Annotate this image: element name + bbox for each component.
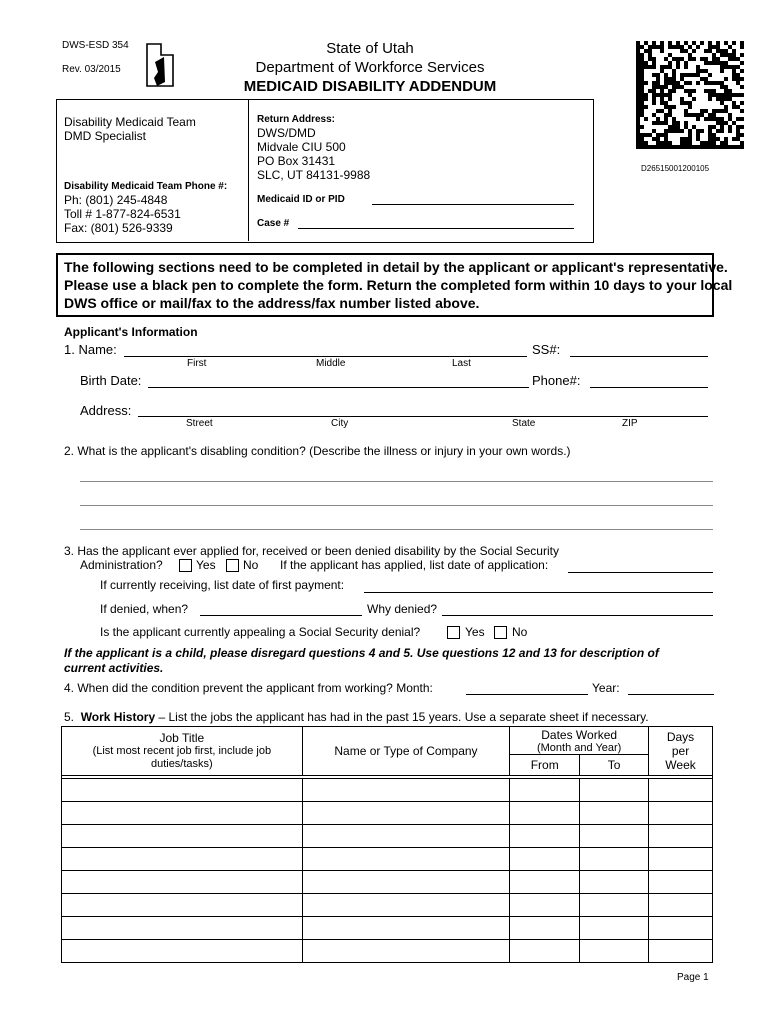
team-phone-label: Disability Medicaid Team Phone #:: [64, 181, 228, 192]
to-cell[interactable]: [580, 848, 649, 871]
contact-divider: [248, 99, 249, 241]
team-name: Disability Medicaid Team: [64, 115, 196, 129]
ssn-field[interactable]: [570, 356, 708, 357]
table-row: [62, 894, 713, 917]
phone-field[interactable]: [590, 387, 708, 388]
company-cell[interactable]: [302, 779, 510, 802]
from-cell[interactable]: [510, 871, 580, 894]
table-row: [62, 848, 713, 871]
barcode-number: D26515001200105: [641, 164, 710, 173]
first-payment-field[interactable]: [364, 592, 713, 593]
days-cell[interactable]: [649, 779, 713, 802]
days-per-week-header: Days per Week: [649, 727, 713, 776]
form-number: DWS-ESD 354: [62, 40, 129, 51]
condition-month-field[interactable]: [466, 694, 588, 695]
return-address-line: PO Box 31431: [257, 154, 336, 168]
from-cell[interactable]: [510, 825, 580, 848]
job-title-header-note: (List most recent job first, include job duties/tasks): [92, 745, 272, 770]
question-4-text: 4. When did the condition prevent the applicant from working? Month:: [64, 681, 433, 695]
revision-date: Rev. 03/2015: [62, 64, 121, 75]
from-cell[interactable]: [510, 779, 580, 802]
state-caption: State: [512, 418, 536, 429]
state-name: State of Utah: [326, 40, 414, 57]
phone-number: Ph: (801) 245-4848: [64, 193, 168, 207]
company-cell[interactable]: [302, 848, 510, 871]
job-cell[interactable]: [62, 802, 303, 825]
days-cell[interactable]: [649, 940, 713, 963]
form-title: MEDICAID DISABILITY ADDENDUM: [243, 78, 497, 95]
birth-date-label: Birth Date:: [80, 373, 142, 388]
dates-worked-label: Dates Worked: [541, 728, 618, 742]
utah-state-logo: [144, 42, 176, 88]
return-address-line: DWS/DMD: [257, 126, 316, 140]
table-row: [62, 917, 713, 940]
job-cell[interactable]: [62, 940, 303, 963]
child-note-cont: current activities.: [64, 661, 164, 675]
return-address-line: Midvale CIU 500: [257, 140, 346, 154]
from-cell[interactable]: [510, 917, 580, 940]
company-cell[interactable]: [302, 940, 510, 963]
table-row: [62, 871, 713, 894]
days-cell[interactable]: [649, 917, 713, 940]
to-header: To: [580, 755, 649, 776]
fax-number: Fax: (801) 526-9339: [64, 221, 173, 235]
first-name-caption: First: [187, 358, 207, 369]
table-row: [62, 779, 713, 802]
job-title-header: [62, 727, 303, 776]
table-row: [62, 825, 713, 848]
name-field[interactable]: [124, 356, 527, 357]
days-cell[interactable]: [649, 848, 713, 871]
phone-label: Phone#:: [532, 373, 581, 388]
condition-year-field[interactable]: [628, 694, 714, 695]
question-3-text-cont: Administration?: [80, 558, 163, 572]
job-cell[interactable]: [62, 825, 303, 848]
company-cell[interactable]: [302, 917, 510, 940]
appeal-no-label: No: [512, 625, 528, 639]
job-cell[interactable]: [62, 779, 303, 802]
condition-line-2[interactable]: [80, 505, 713, 506]
company-cell[interactable]: [302, 894, 510, 917]
to-cell[interactable]: [580, 894, 649, 917]
birth-date-field[interactable]: [148, 387, 529, 388]
job-title-header-label: Job Title: [159, 731, 205, 745]
table-row: [62, 802, 713, 825]
company-cell[interactable]: [302, 802, 510, 825]
page-number: Page 1: [677, 972, 709, 983]
condition-line-3[interactable]: [80, 529, 713, 530]
company-cell[interactable]: [302, 871, 510, 894]
why-denied-field[interactable]: [442, 615, 713, 616]
return-address-line: SLC, UT 84131-9988: [257, 168, 371, 182]
child-note: If the applicant is a child, please disregard questions 4 and 5. Use questions 12 and 13 for description of: [64, 646, 659, 660]
instructions-line: Please use a black pen to complete the form. Return the completed form within 10 days to your local: [64, 277, 733, 293]
job-cell[interactable]: [62, 894, 303, 917]
street-caption: Street: [186, 418, 213, 429]
no-label: No: [243, 558, 259, 572]
address-label: Address:: [80, 403, 132, 418]
why-denied-label: Why denied?: [367, 602, 438, 616]
last-name-caption: Last: [452, 358, 471, 369]
job-cell[interactable]: [62, 848, 303, 871]
to-cell[interactable]: [580, 940, 649, 963]
table-row: [62, 940, 713, 963]
job-cell[interactable]: [62, 917, 303, 940]
name-label: 1. Name:: [64, 342, 117, 357]
from-cell[interactable]: [510, 848, 580, 871]
city-caption: City: [331, 418, 349, 429]
barcode-image: [636, 40, 744, 150]
toll-free-number: Toll # 1-877-824-6531: [64, 207, 181, 221]
application-date-label: If the applicant has applied, list date of application:: [280, 558, 549, 572]
case-number-field[interactable]: [298, 228, 574, 229]
to-cell[interactable]: [580, 871, 649, 894]
year-label: Year:: [592, 681, 620, 695]
middle-name-caption: Middle: [316, 358, 346, 369]
denied-when-label: If denied, when?: [100, 602, 189, 616]
question-5-number: 5.: [64, 710, 75, 724]
instructions-line: The following sections need to be completed in detail by the applicant or applicant's representative.: [64, 259, 728, 275]
work-history-instructions: – List the jobs the applicant has had in the past 15 years. Use a separate sheet if necessary.: [158, 710, 649, 724]
to-cell[interactable]: [580, 779, 649, 802]
to-cell[interactable]: [580, 917, 649, 940]
ssa-applied-yes-checkbox[interactable]: [179, 559, 192, 572]
case-number-label: Case #: [257, 218, 290, 229]
to-cell[interactable]: [580, 802, 649, 825]
days-cell[interactable]: [649, 871, 713, 894]
appeal-label: Is the applicant currently appealing a Social Security denial?: [100, 625, 421, 639]
from-header: From: [510, 755, 580, 776]
first-payment-label: If currently receiving, list date of first payment:: [100, 578, 345, 592]
instructions-line: DWS office or mail/fax to the address/fax number listed above.: [64, 295, 480, 311]
return-address-label: Return Address:: [257, 114, 335, 125]
ssa-applied-no-checkbox[interactable]: [226, 559, 239, 572]
days-cell[interactable]: [649, 825, 713, 848]
address-field[interactable]: [138, 416, 708, 417]
job-cell[interactable]: [62, 871, 303, 894]
denied-when-field[interactable]: [200, 615, 362, 616]
zip-caption: ZIP: [622, 418, 638, 429]
appeal-yes-checkbox[interactable]: [447, 626, 460, 639]
application-date-field[interactable]: [568, 572, 713, 573]
question-5: [64, 710, 649, 724]
medicaid-id-label: Medicaid ID or PID: [257, 194, 345, 205]
medicaid-id-field[interactable]: [372, 204, 574, 205]
days-cell[interactable]: [649, 894, 713, 917]
dates-worked-note: (Month and Year): [536, 742, 622, 754]
specialist-label: DMD Specialist: [64, 129, 147, 143]
department-name: Department of Workforce Services: [255, 59, 485, 76]
from-cell[interactable]: [510, 940, 580, 963]
condition-line-1[interactable]: [80, 481, 713, 482]
company-header: Name or Type of Company: [302, 727, 510, 776]
company-cell[interactable]: [302, 825, 510, 848]
applicant-section-heading: Applicant's Information: [64, 325, 198, 339]
from-cell[interactable]: [510, 802, 580, 825]
question-2-text: 2. What is the applicant's disabling condition? (Describe the illness or injury in your own words.): [64, 444, 571, 458]
work-history-table: [61, 726, 713, 963]
appeal-yes-label: Yes: [465, 625, 485, 639]
days-cell[interactable]: [649, 802, 713, 825]
appeal-no-checkbox[interactable]: [494, 626, 507, 639]
to-cell[interactable]: [580, 825, 649, 848]
question-3-text: 3. Has the applicant ever applied for, received or been denied disability by the Social Security: [64, 544, 559, 558]
work-history-heading: Work History: [80, 710, 156, 724]
yes-label: Yes: [196, 558, 216, 572]
from-cell[interactable]: [510, 894, 580, 917]
dates-worked-header: [510, 727, 649, 755]
ssn-label: SS#:: [532, 342, 561, 357]
